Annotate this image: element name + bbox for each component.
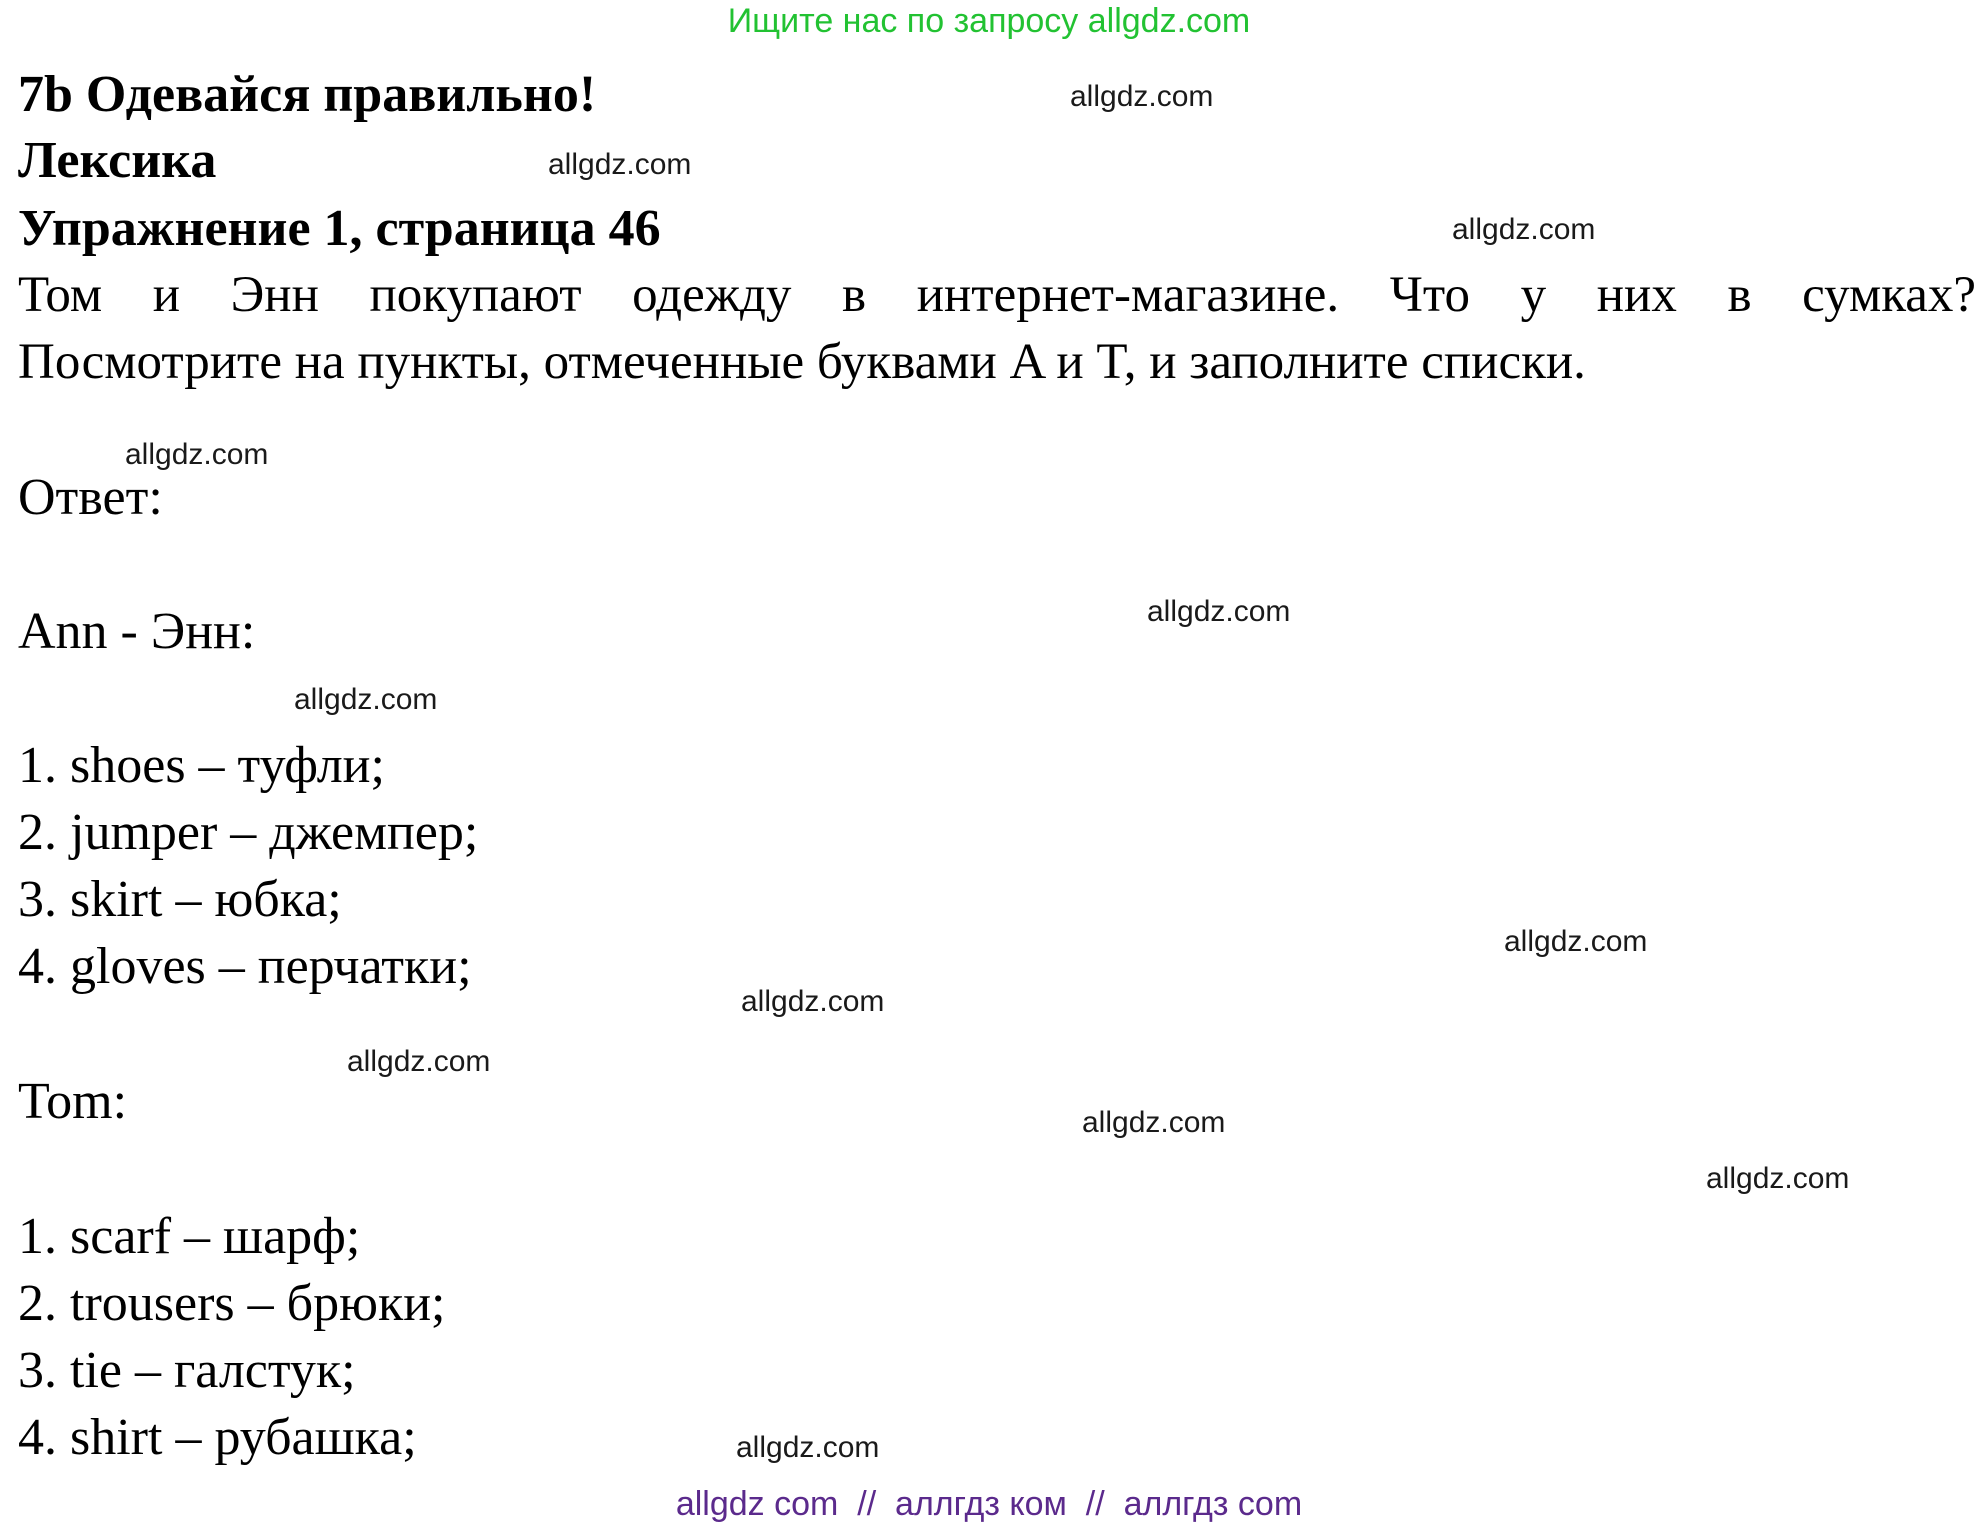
exercise-title: Упражнение 1, страница 46	[18, 200, 661, 257]
watermark: allgdz.com	[1504, 925, 1648, 958]
search-banner[interactable]: Ищите нас по запросу allgdz.com	[727, 2, 1251, 40]
watermark: allgdz.com	[125, 438, 269, 471]
watermark: allgdz.com	[294, 683, 438, 716]
watermark: allgdz.com	[1082, 1106, 1226, 1139]
list-item: 3. skirt – юбка;	[18, 871, 342, 928]
watermark: allgdz.com	[1452, 213, 1596, 246]
tom-list	[18, 1203, 445, 1471]
task-line-1: Том и Энн покупают одежду в интернет-магазине. Что у них в сумках?	[18, 267, 1976, 323]
watermark: allgdz.com	[1070, 80, 1214, 113]
list-item: 4. gloves – перчатки;	[18, 938, 472, 995]
page-title: 7b Одевайся правильно!	[18, 66, 597, 123]
watermark: allgdz.com	[741, 985, 885, 1018]
list-item: 3. tie – галстук;	[18, 1342, 356, 1399]
watermark: allgdz.com	[548, 148, 692, 181]
list-item: 2. jumper – джемпер;	[18, 804, 479, 861]
list-item: 2. trousers – брюки;	[18, 1275, 446, 1332]
task-line-2: Посмотрите на пункты, отмеченные буквами A и T, и заполните списки.	[18, 334, 1586, 390]
task-text	[18, 262, 1976, 396]
list-item: 4. shirt – рубашка;	[18, 1409, 417, 1466]
footer-links[interactable]: allgdz com // аллгдз ком // аллгдз com	[675, 1485, 1303, 1523]
section-title: Лексика	[18, 132, 217, 189]
list-item: 1. shoes – туфли;	[18, 737, 385, 794]
tom-heading: Tom:	[18, 1073, 128, 1130]
list-item: 1. scarf – шарф;	[18, 1208, 361, 1265]
watermark: allgdz.com	[1706, 1162, 1850, 1195]
watermark: allgdz.com	[736, 1431, 880, 1464]
watermark: allgdz.com	[1147, 595, 1291, 628]
watermark: allgdz.com	[347, 1045, 491, 1078]
ann-list	[18, 732, 478, 1000]
answer-label: Ответ:	[18, 469, 163, 526]
ann-heading: Ann - Энн:	[18, 603, 256, 660]
